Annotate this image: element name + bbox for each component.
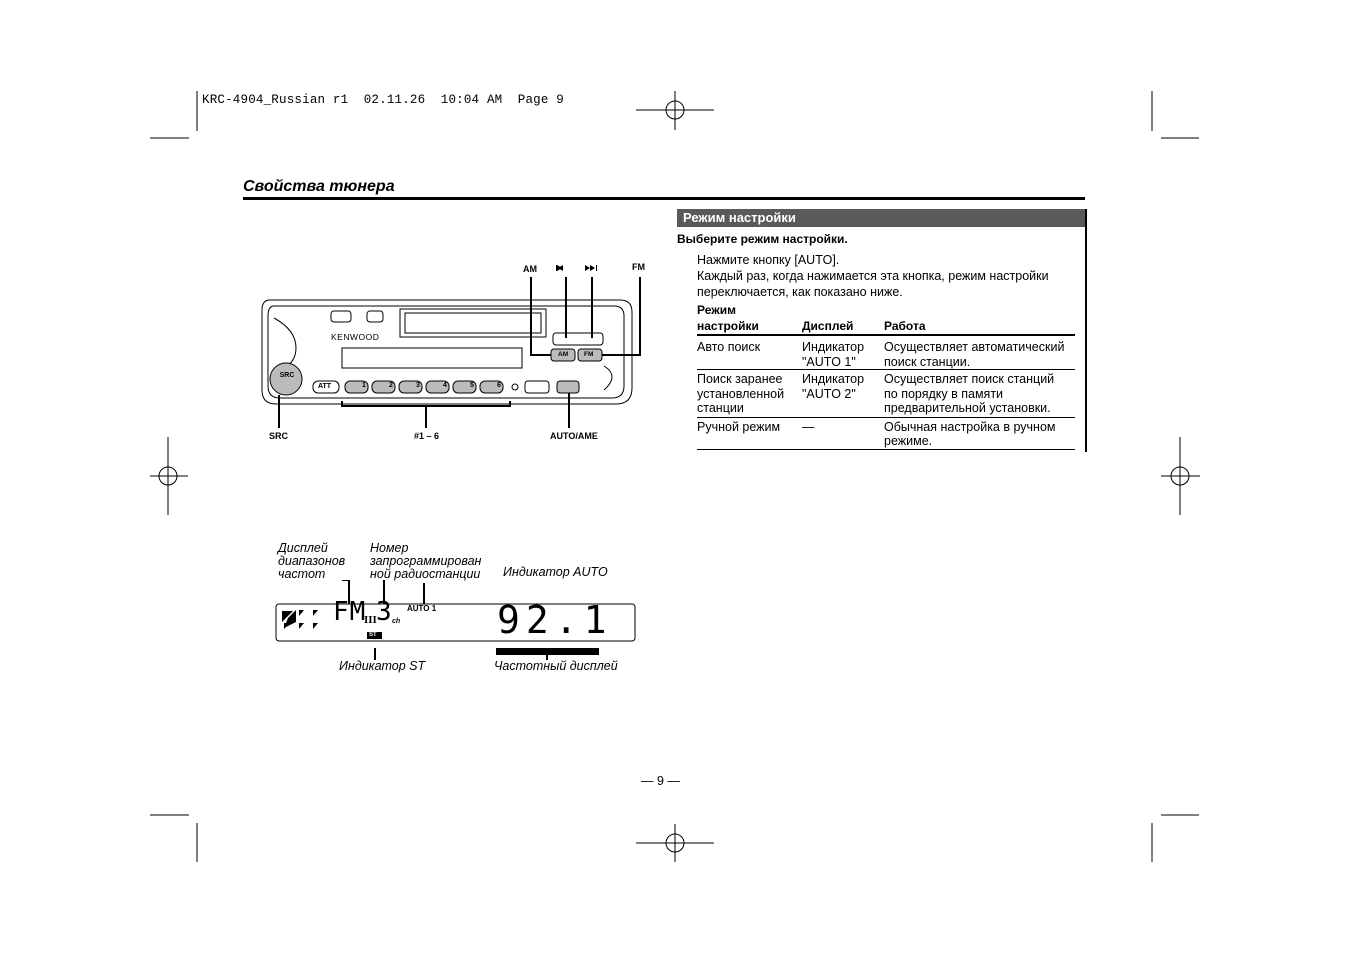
faceplate-illustration bbox=[250, 255, 660, 450]
page-title: Свойства тюнера bbox=[243, 178, 395, 195]
am-button[interactable]: AM bbox=[558, 351, 569, 358]
callout-src: SRC bbox=[269, 431, 289, 441]
ch-label: ch bbox=[392, 618, 401, 625]
label-st-indicator: Индикатор ST bbox=[339, 659, 426, 673]
page-number: — 9 — bbox=[641, 774, 680, 788]
instruction-line-1: Нажмите кнопку [AUTO]. bbox=[697, 253, 840, 267]
table-row: Ручной режим — Обычная настройка в ручном режиме. bbox=[697, 417, 1075, 449]
callout-auto: AUTO/AME bbox=[550, 431, 598, 441]
callout-am: AM bbox=[523, 264, 537, 274]
preset-1-button[interactable]: 1 bbox=[362, 382, 366, 389]
table-row: Авто поиск Индикатор "AUTO 1" Осуществляет автоматический поиск станции. bbox=[697, 335, 1075, 370]
print-slug: KRC-4904_Russian r1 02.11.26 10:04 AM Page 9 bbox=[202, 93, 564, 107]
st-indicator: ST bbox=[369, 632, 377, 638]
label-preset-number: Номер запрограммирован ной радиостанции bbox=[370, 541, 482, 581]
preset-4-button[interactable]: 4 bbox=[443, 382, 447, 389]
label-freq-display: Частотный дисплей bbox=[494, 659, 618, 673]
table-row: Поиск заранее установленной станции Индикатор "AUTO 2" Осуществляет поиск станций по порядку в памяти предварительной установки. bbox=[697, 370, 1075, 418]
callout-presets: #1 – 6 bbox=[414, 431, 440, 441]
label-band-display: Дисплей диапазонов частот bbox=[278, 541, 346, 581]
modes-table bbox=[697, 302, 1075, 450]
preset-6-button[interactable]: 6 bbox=[497, 382, 501, 389]
preset-5-button[interactable]: 5 bbox=[470, 382, 474, 389]
frequency-display: 92.1 bbox=[497, 598, 613, 642]
col-work-header: Работа bbox=[884, 319, 926, 333]
section-header: Режим настройки bbox=[677, 209, 1086, 227]
col-mode-header: Режим настройки bbox=[697, 303, 759, 333]
band-number: III bbox=[364, 614, 377, 626]
preset-2-button[interactable]: 2 bbox=[389, 382, 393, 389]
title-rule bbox=[243, 197, 1085, 200]
src-button[interactable]: SRC bbox=[279, 372, 295, 379]
preset-segment: 3 bbox=[376, 597, 392, 627]
preset-buttons bbox=[345, 381, 503, 393]
label-auto-indicator: Индикатор AUTO bbox=[503, 565, 608, 579]
preset-3-button[interactable]: 3 bbox=[416, 382, 420, 389]
fm-button[interactable]: FM bbox=[584, 351, 594, 358]
callout-fm: FM bbox=[632, 262, 645, 272]
att-button[interactable]: ATT bbox=[318, 383, 332, 390]
band-segments: FM bbox=[333, 597, 367, 627]
instruction-line-2: Каждый раз, когда нажимается эта кнопка, режим настройки bbox=[697, 269, 1049, 283]
brand-logo: KENWOOD bbox=[331, 332, 380, 342]
auto-indicator: AUTO 1 bbox=[407, 604, 437, 613]
display-segments bbox=[282, 610, 318, 629]
section-rule bbox=[1085, 209, 1087, 452]
section-subhead: Выберите режим настройки. bbox=[677, 232, 848, 246]
instruction-line-3: переключается, как показано ниже. bbox=[697, 285, 903, 299]
col-display-header: Дисплей bbox=[802, 319, 854, 333]
